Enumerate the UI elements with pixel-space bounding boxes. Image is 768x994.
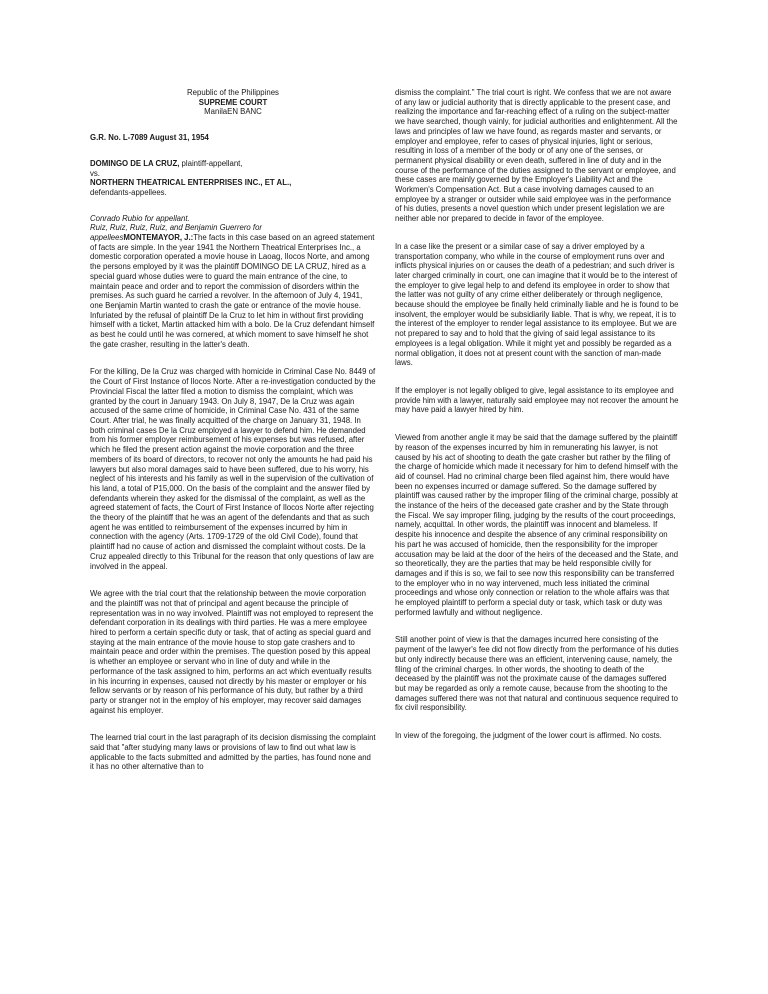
republic-line: Republic of the Philippines bbox=[187, 88, 279, 97]
plaintiff-line bbox=[90, 159, 376, 169]
paragraph-8: Viewed from another angle it may be said that the damage suffered by the plaintiff by reason of the expenses incurred by him in remunerating his lawyer, is not caused by his act of shooting to death the gate crasher but rather by the filing of the charge of homicide which made it necessary for him to defend himself with the aid of counsel. Had no criminal charge been filed against him, there would have been no expenses incurred or damage suffered. So the damage suffered by plaintiff was caused rather by the improper filing of the criminal charge, possibly at the instance of the heirs of the deceased gate crasher and by the State through the Fiscal. We say improper filing, judging by the results of the court proceedings, namely, acquittal. In other words, the plaintiff was innocent and blameless. If despite his innocence and despite the absence of any criminal responsibility on his part he was accused of homicide, then the responsibility for the improper accusation may be laid at the door of the heirs of the deceased and the State, and so theoretically, they are the parties that may be held responsible civilly for damages and if this is so, we fail to see now this responsibility can be transferred to the employer who in no way intervened, much less initiated the criminal proceedings and whose only connection or relation to the whole affairs was that he employed plaintiff to perform a special duty or task, which task or duty was performed lawfully and without negligence. bbox=[395, 433, 679, 617]
ponente: MONTEMAYOR, J.: bbox=[123, 233, 194, 243]
paragraph-7: If the employer is not legally obliged to give, legal assistance to its employee and provide him with a lawyer, naturally said employee may not recover the amount he may have paid a lawyer hired by him. bbox=[395, 385, 679, 415]
paragraph-10: In view of the foregoing, the judgment of the lower court is affirmed. No costs. bbox=[395, 731, 662, 741]
court-location: ManilaEN BANC bbox=[204, 107, 262, 117]
paragraph-5: dismiss the complaint." The trial court is right. We confess that we are not aware of any law or judicial authority that is directly applicable to the present case, and realizing the importance and far-reaching effect of a ruling on the subject-matter we have searched, though vainly, for judicial authorities and enlightenment. All the laws and principles of law we have found, as regards master and servants, or employer and employee, refer to cases of physical injuries, light or serious, resulting in loss of a member of the body or of any one of the senses, or permanent physical disability or even death, suffered in line of duty and in the course of the performance of the duties assigned to the servant or employee, and these cases are mainly governed by the Employer's Liability Act and the Workmen's Compensation Act. But a case involving damages caused to an employee by a stranger or outsider while said employee was in the performance of his duties, presents a novel question which under present legislation we are neither able nor prepared to decide in favor of the employee. bbox=[395, 88, 678, 224]
paragraph-4: The learned trial court in the last paragraph of its decision dismissing the complaint said that "after studying many laws or provisions of law to find out what law is applicable to the facts submitted and admitted by the parties, has found none and it has no other alternative than to bbox=[90, 733, 376, 772]
paragraph-9: Still another point of view is that the damages incurred here consisting of the payment of the lawyer's fee did not flow directly from the performance of his duties but only indirectly because there was an efficient, intervening cause, namely, the filing of the criminal charges. In other words, the shooting to death of the deceased by the plaintiff was not the proximate cause of the damages suffered but may be regarded as only a remote cause, because from the shooting to the damages suffered there was not that natural and continuous sequence required to fix civil responsibility. bbox=[395, 635, 679, 713]
counsel-appellees-tail: appellees bbox=[90, 233, 124, 243]
defendant-name: NORTHERN THEATRICAL ENTERPRISES INC., ET AL., bbox=[90, 178, 292, 188]
paragraph-3: We agree with the trial court that the relationship between the movie corporation and the plaintiff was not that of principal and agent because the principle of representation was in no way involved. Plaintiff was not employed to represent the defendant corporation in its dealings with third parties. He was a mere employee hired to perform a certain specific duty or task, that of acting as special guard and staying at the main entrance of the movie house to stop gate crashers and to maintain peace and order within the premises. The question posed by this appeal is whether an employee or servant who in line of duty and while in the performance of the task assigned to him, performs an act which eventually results in his incurring in expenses, caused not directly by his master or employer or his fellow servants or by reason of his performance of his duty, but rather by a third party or stranger not in the employ of his employer, may recover said damages against his employer. bbox=[90, 589, 374, 715]
case-number: G.R. No. L-7089 August 31, 1954 bbox=[90, 133, 209, 143]
left-column bbox=[90, 88, 376, 772]
versus: vs. bbox=[90, 168, 100, 178]
counsel-appellees: Ruiz, Ruiz, Ruiz, Ruiz, and Benjamin Guerrero for bbox=[90, 223, 263, 233]
opening-paragraph bbox=[90, 233, 376, 349]
paragraph-1: The facts in this case based on an agreed statement of facts are simple. In the year 1941 the Northern Theatrical Enterprises Inc., a domestic corporation operated a movie house in Laoag, Ilocos Norte, and among the persons employed by it was the plaintiff DOMINGO DE LA CRUZ, hired as a special guard whose duties were to guard the main entrance of the cine, to maintain peace and order and to report the commission of disorders within the premises. As such guard he carried a revolver. In the afternoon of July 4, 1941, one Benjamin Martin wanted to crash the gate or entrance of the movie house. Infuriated by the refusal of plaintiff De la Cruz to let him in without first providing himself with a ticket, Martin attacked him with a bolo. De la Cruz defendant himself as best he could until he was cornered, at which moment to save himself he shot the gate crasher, resulting in the latter's death. bbox=[90, 233, 375, 349]
counsel-appellant: Conrado Rubio for appellant. bbox=[90, 213, 190, 223]
right-column bbox=[395, 88, 679, 741]
paragraph-6: In a case like the present or a similar case of say a driver employed by a transportation company, who while in the course of employment runs over and inflicts physical injuries on or causes the death of a pedestrian; and such driver is later charged criminally in court, one can imagine that it would be to the interest of the employer to give legal help to and defend its employee in order to show that the latter was not guilty of any crime either deliberately or through negligence, because should the employee be finally held criminally liable and he is found to be insolvent, the employer would be subsidiarily liable. That is why, we repeat, it is to the interest of the employer to render legal assistance to its employee. But we are not prepared to say and to hold that the giving of said legal assistance to its employees is a legal obligation. While it might yet and possibly be regarded as a normal obligation, it does not at present count with the sanction of man-made laws. bbox=[395, 241, 679, 368]
defendant-role: defendants-appellees. bbox=[90, 187, 167, 197]
court-name: SUPREME COURT bbox=[198, 97, 268, 107]
paragraph-2: For the killing, De la Cruz was charged with homicide in Criminal Case No. 8449 of the Court of First Instance of Ilocos Norte. After a re-investigation conducted by the Provincial Fiscal the latter filed a motion to dismiss the complaint, which was granted by the court in January 1943. On July 8, 1947, De la Cruz was again accused of the same crime of homicide, in Criminal Case No. 431 of the same Court. After trial, he was finally acquitted of the charge on January 31, 1948. In both criminal cases De la Cruz employed a lawyer to defend him. He demanded from his former employer reimbursement of his expenses but was refused, after which he filed the present action against the movie corporation and the three members of its board of directors, to recover not only the amounts he had paid his lawyers but also moral damages said to have been suffered, due to his worry, his neglect of his interests and his family as well in the supervision of the cultivation of his land, a total of P15,000. On the basis of the complaint and the answer filed by defendants wherein they asked for the dismissal of the complaint, as well as the agreed statement of facts, the Court of First Instance of Ilocos Norte after rejecting the theory of the plaintiff that he was an agent of the defendants and that as such agent he was entitled to reimbursement of the expenses incurred by him in connection with the agency (Arts. 1709-1729 of the old Civil Code), found that plaintiff had no cause of action and dismissed the complaint without costs. De la Cruz appealed directly to this Tribunal for the reason that only questions of law are involved in the appeal. bbox=[90, 367, 376, 571]
plaintiff-name: DOMINGO DE LA CRUZ, bbox=[90, 158, 180, 168]
plaintiff-role: plaintiff-appellant, bbox=[179, 158, 243, 168]
